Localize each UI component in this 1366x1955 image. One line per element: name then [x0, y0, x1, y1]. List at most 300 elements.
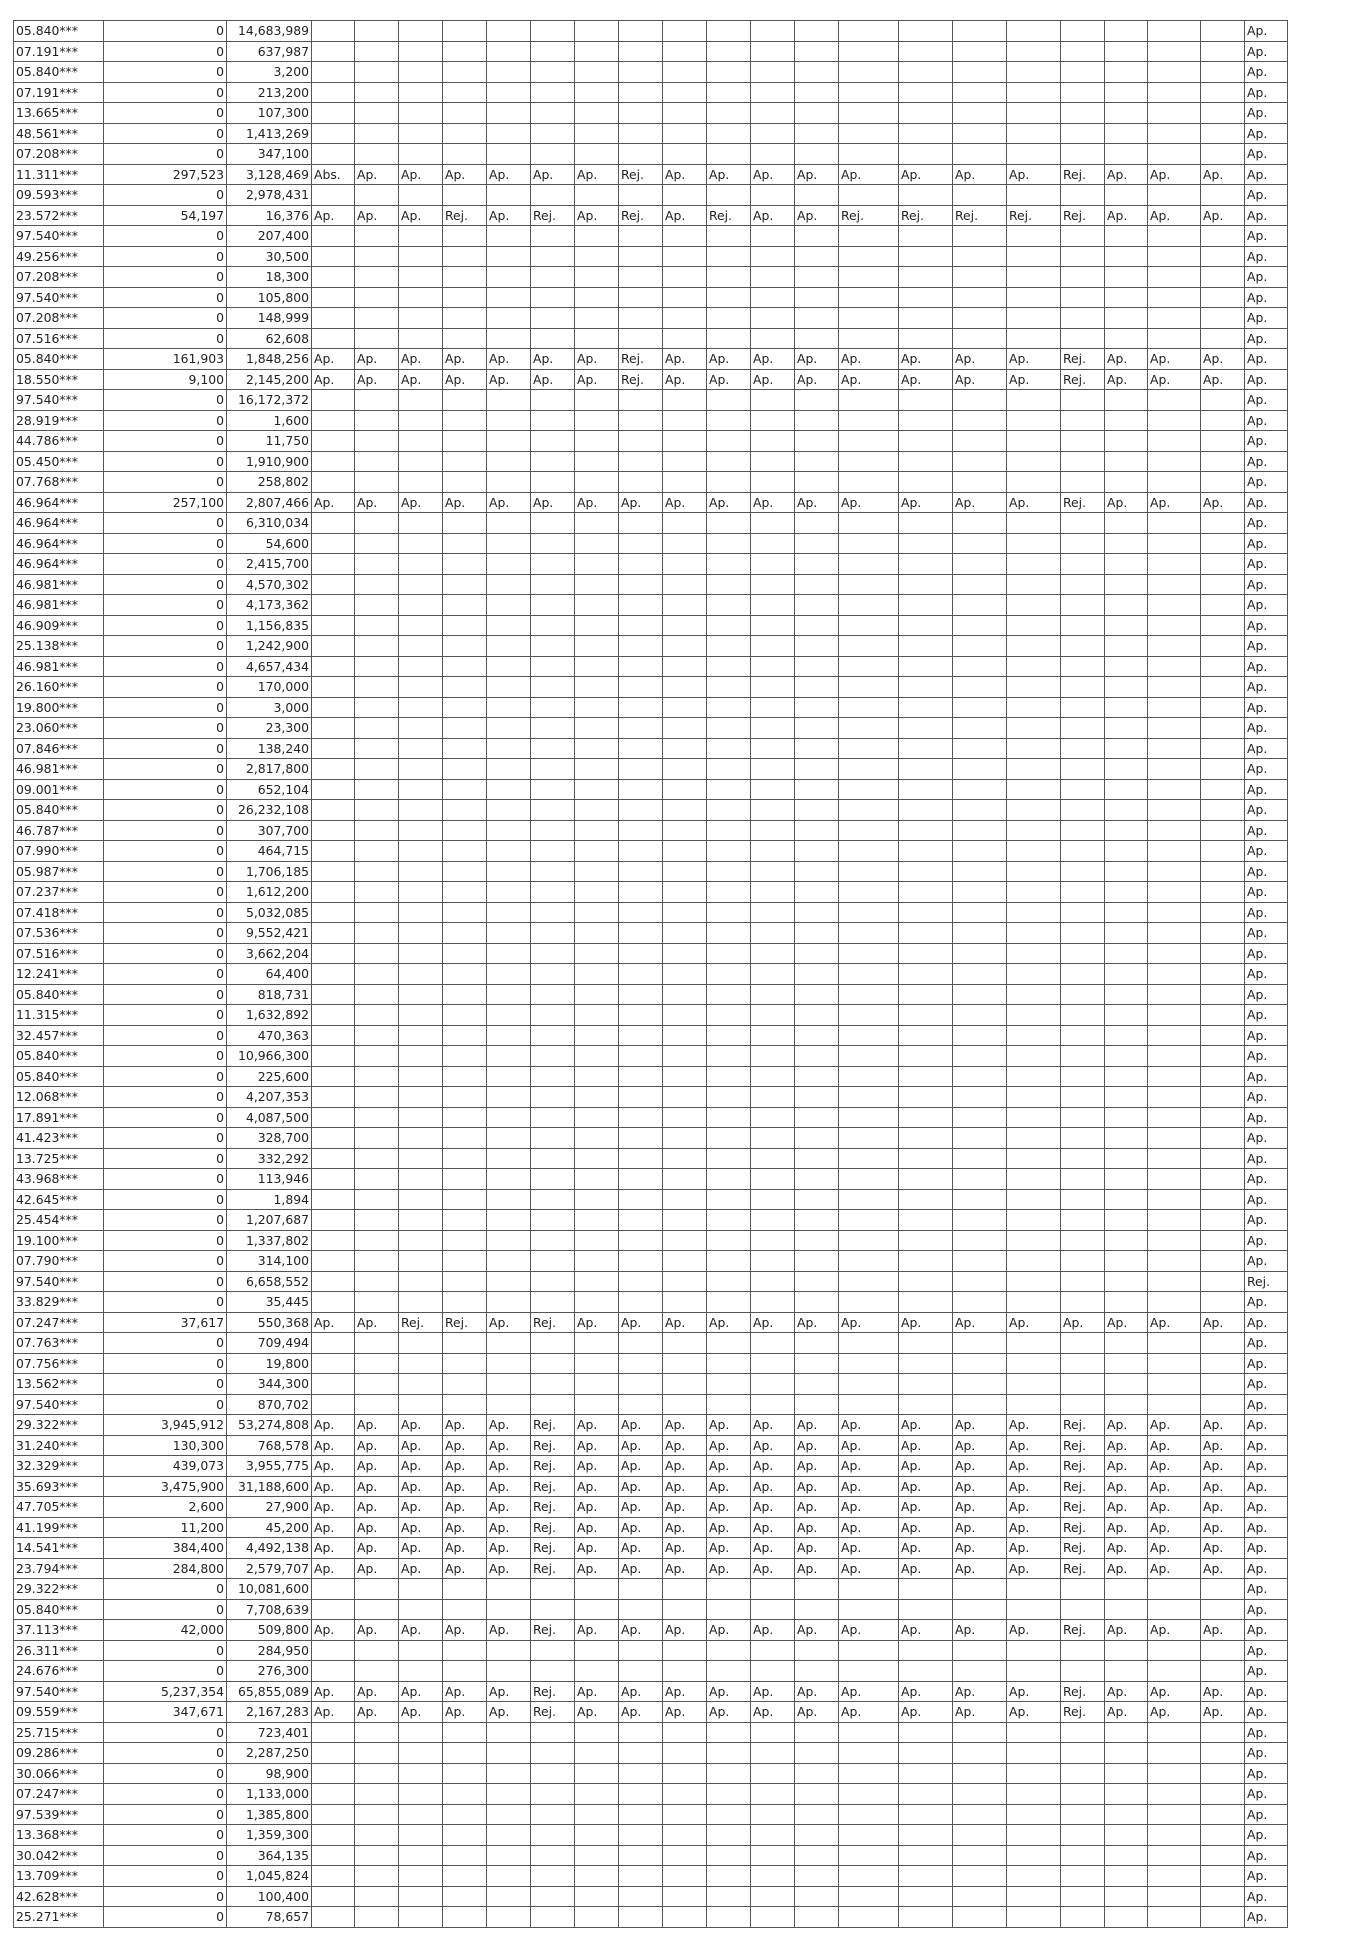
total-cell: 10,966,300	[227, 1046, 312, 1067]
vote-cell	[751, 1579, 795, 1600]
vote-cell	[575, 697, 619, 718]
vote-cell	[899, 1743, 953, 1764]
vote-cell: Ap.	[1148, 1497, 1201, 1518]
vote-cell	[355, 964, 399, 985]
vote-cell	[443, 185, 487, 206]
vote-cell	[1148, 472, 1201, 493]
amount-cell: 0	[104, 1353, 227, 1374]
vote-cell	[663, 451, 707, 472]
vote-cell	[1061, 472, 1105, 493]
vote-cell: Ap.	[1245, 472, 1288, 493]
vote-cell	[839, 1210, 899, 1231]
vote-cell	[707, 1169, 751, 1190]
vote-cell	[1201, 923, 1245, 944]
vote-cell	[619, 1661, 663, 1682]
vote-cell	[399, 472, 443, 493]
vote-cell	[575, 1189, 619, 1210]
vote-cell: Ap.	[487, 1415, 531, 1436]
vote-cell	[312, 1845, 355, 1866]
vote-cell	[399, 328, 443, 349]
vote-cell: Rej.	[531, 1558, 575, 1579]
vote-cell	[899, 779, 953, 800]
vote-cell	[899, 1866, 953, 1887]
table-row	[14, 1415, 1288, 1436]
vote-cell	[399, 123, 443, 144]
vote-cell	[795, 41, 839, 62]
vote-cell	[707, 1230, 751, 1251]
total-cell: 26,232,108	[227, 800, 312, 821]
vote-cell	[1201, 1907, 1245, 1928]
vote-cell: Ap.	[707, 1312, 751, 1333]
id-cell: 46.964***	[14, 492, 104, 513]
vote-cell	[531, 1866, 575, 1887]
vote-cell	[839, 1251, 899, 1272]
vote-cell	[953, 1025, 1007, 1046]
vote-cell	[751, 144, 795, 165]
vote-cell	[663, 1743, 707, 1764]
vote-cell	[619, 41, 663, 62]
vote-cell	[355, 841, 399, 862]
total-cell: 637,987	[227, 41, 312, 62]
vote-cell	[575, 144, 619, 165]
vote-cell	[663, 1866, 707, 1887]
vote-cell	[795, 308, 839, 329]
total-cell: 4,657,434	[227, 656, 312, 677]
vote-cell	[663, 41, 707, 62]
vote-cell	[312, 636, 355, 657]
vote-cell	[1105, 1374, 1148, 1395]
vote-cell: Ap.	[953, 1435, 1007, 1456]
vote-cell	[1201, 1128, 1245, 1149]
vote-cell	[487, 451, 531, 472]
vote-cell	[399, 1169, 443, 1190]
vote-cell	[899, 923, 953, 944]
vote-cell	[953, 1271, 1007, 1292]
vote-cell	[575, 287, 619, 308]
vote-cell	[751, 1722, 795, 1743]
vote-cell	[487, 1825, 531, 1846]
vote-cell: Ap.	[1201, 1435, 1245, 1456]
vote-cell	[1007, 1046, 1061, 1067]
vote-cell	[312, 615, 355, 636]
vote-cell	[707, 1825, 751, 1846]
table-row	[14, 841, 1288, 862]
vote-cell	[575, 615, 619, 636]
vote-cell: Ap.	[1245, 21, 1288, 42]
vote-cell	[619, 308, 663, 329]
vote-cell	[575, 1169, 619, 1190]
id-cell: 05.450***	[14, 451, 104, 472]
vote-cell	[1201, 308, 1245, 329]
vote-cell	[531, 1599, 575, 1620]
vote-cell	[619, 328, 663, 349]
vote-cell	[619, 1005, 663, 1026]
vote-cell	[487, 656, 531, 677]
vote-cell: Ap.	[795, 1681, 839, 1702]
vote-cell	[531, 964, 575, 985]
vote-cell	[663, 185, 707, 206]
vote-cell: Ap.	[751, 1476, 795, 1497]
vote-cell	[312, 1866, 355, 1887]
vote-cell: Ap.	[1007, 1312, 1061, 1333]
vote-cell: Ap.	[663, 164, 707, 185]
amount-cell: 5,237,354	[104, 1681, 227, 1702]
vote-cell	[531, 123, 575, 144]
vote-cell	[663, 615, 707, 636]
vote-cell	[707, 451, 751, 472]
vote-cell: Ap.	[1105, 1558, 1148, 1579]
vote-cell	[663, 820, 707, 841]
vote-cell	[575, 62, 619, 83]
vote-cell: Ap.	[953, 164, 1007, 185]
vote-cell	[1105, 1640, 1148, 1661]
vote-cell: Ap.	[487, 1558, 531, 1579]
vote-cell	[312, 287, 355, 308]
vote-cell	[707, 902, 751, 923]
vote-cell	[487, 1374, 531, 1395]
vote-cell: Rej.	[531, 1538, 575, 1559]
vote-cell: Ap.	[707, 492, 751, 513]
vote-cell	[953, 1640, 1007, 1661]
vote-cell: Ap.	[1245, 226, 1288, 247]
vote-cell: Ap.	[443, 492, 487, 513]
vote-cell	[899, 144, 953, 165]
vote-cell	[1105, 1210, 1148, 1231]
vote-cell	[312, 1722, 355, 1743]
table-row	[14, 902, 1288, 923]
vote-cell: Ap.	[899, 1702, 953, 1723]
vote-cell	[953, 1087, 1007, 1108]
vote-cell	[443, 62, 487, 83]
vote-cell	[1148, 1292, 1201, 1313]
vote-cell	[795, 1784, 839, 1805]
vote-cell: Ap.	[399, 1415, 443, 1436]
vote-cell: Ap.	[707, 164, 751, 185]
vote-cell	[663, 902, 707, 923]
vote-cell	[1105, 103, 1148, 124]
vote-cell: Ap.	[751, 1620, 795, 1641]
vote-cell	[1105, 1025, 1148, 1046]
vote-cell: Ap.	[839, 1558, 899, 1579]
vote-cell	[1148, 554, 1201, 575]
vote-cell	[663, 62, 707, 83]
vote-cell	[1007, 1271, 1061, 1292]
vote-cell	[751, 123, 795, 144]
vote-cell	[1105, 841, 1148, 862]
vote-cell: Ap.	[355, 1620, 399, 1641]
vote-cell	[443, 1394, 487, 1415]
vote-cell: Ap.	[1245, 533, 1288, 554]
table-row	[14, 533, 1288, 554]
vote-cell	[619, 1804, 663, 1825]
vote-cell	[707, 21, 751, 42]
vote-cell	[399, 923, 443, 944]
amount-cell: 0	[104, 1169, 227, 1190]
id-cell: 07.756***	[14, 1353, 104, 1374]
vote-cell: Ap.	[899, 1476, 953, 1497]
table-row	[14, 410, 1288, 431]
vote-cell: Rej.	[839, 205, 899, 226]
vote-cell	[443, 308, 487, 329]
vote-cell	[953, 1292, 1007, 1313]
vote-cell	[619, 902, 663, 923]
vote-cell: Rej.	[1061, 1538, 1105, 1559]
vote-cell	[1061, 328, 1105, 349]
vote-cell	[1201, 1107, 1245, 1128]
vote-cell	[795, 1292, 839, 1313]
vote-cell	[953, 390, 1007, 411]
vote-cell	[1061, 1107, 1105, 1128]
vote-cell	[531, 1353, 575, 1374]
vote-cell	[575, 390, 619, 411]
vote-cell: Ap.	[953, 1476, 1007, 1497]
vote-cell	[1105, 431, 1148, 452]
id-cell: 11.311***	[14, 164, 104, 185]
vote-cell	[531, 574, 575, 595]
vote-cell	[575, 1251, 619, 1272]
id-cell: 05.987***	[14, 861, 104, 882]
vote-cell: Ap.	[575, 1681, 619, 1702]
vote-cell	[953, 574, 1007, 595]
vote-cell: Ap.	[1245, 1743, 1288, 1764]
total-cell: 6,658,552	[227, 1271, 312, 1292]
vote-cell: Rej.	[1061, 205, 1105, 226]
total-cell: 870,702	[227, 1394, 312, 1415]
vote-cell: Ap.	[1245, 636, 1288, 657]
vote-cell	[619, 1394, 663, 1415]
id-cell: 23.060***	[14, 718, 104, 739]
vote-cell	[795, 1066, 839, 1087]
vote-cell: Ap.	[1245, 1394, 1288, 1415]
amount-cell: 0	[104, 1845, 227, 1866]
vote-cell	[1201, 226, 1245, 247]
vote-cell	[663, 1353, 707, 1374]
vote-cell: Ap.	[899, 1456, 953, 1477]
vote-cell	[1148, 533, 1201, 554]
vote-cell	[1201, 1599, 1245, 1620]
table-row	[14, 820, 1288, 841]
vote-cell	[531, 1148, 575, 1169]
vote-cell: Ap.	[795, 492, 839, 513]
vote-cell	[1148, 800, 1201, 821]
vote-cell: Ap.	[487, 1497, 531, 1518]
vote-cell	[707, 964, 751, 985]
vote-cell	[487, 738, 531, 759]
vote-cell	[355, 1107, 399, 1128]
total-cell: 723,401	[227, 1722, 312, 1743]
vote-cell: Rej.	[1061, 492, 1105, 513]
vote-cell	[1007, 636, 1061, 657]
vote-cell	[795, 1394, 839, 1415]
vote-cell	[443, 615, 487, 636]
vote-cell	[1007, 861, 1061, 882]
vote-cell	[1105, 943, 1148, 964]
vote-cell	[1061, 513, 1105, 534]
vote-cell: Ap.	[399, 349, 443, 370]
vote-cell	[531, 1087, 575, 1108]
vote-cell	[312, 144, 355, 165]
id-cell: 46.981***	[14, 759, 104, 780]
vote-cell	[1201, 246, 1245, 267]
vote-cell	[619, 1722, 663, 1743]
vote-cell	[795, 1640, 839, 1661]
vote-cell	[312, 1374, 355, 1395]
vote-cell	[1201, 1292, 1245, 1313]
vote-cell	[751, 1333, 795, 1354]
vote-cell: Ap.	[1245, 964, 1288, 985]
vote-cell: Ap.	[795, 164, 839, 185]
vote-cell	[399, 144, 443, 165]
vote-cell	[1201, 1066, 1245, 1087]
amount-cell: 0	[104, 1640, 227, 1661]
vote-cell	[1148, 902, 1201, 923]
id-cell: 46.909***	[14, 615, 104, 636]
vote-cell	[443, 1292, 487, 1313]
vote-cell: Ap.	[1201, 349, 1245, 370]
vote-cell	[487, 718, 531, 739]
vote-cell: Ap.	[1245, 1784, 1288, 1805]
vote-cell: Ap.	[953, 1620, 1007, 1641]
id-cell: 35.693***	[14, 1476, 104, 1497]
vote-cell	[751, 1169, 795, 1190]
vote-cell: Ap.	[355, 1476, 399, 1497]
vote-cell: Ap.	[1201, 1476, 1245, 1497]
vote-cell	[707, 226, 751, 247]
vote-cell	[839, 62, 899, 83]
vote-cell: Ap.	[1105, 349, 1148, 370]
vote-cell: Ap.	[839, 1415, 899, 1436]
vote-cell: Ap.	[751, 349, 795, 370]
vote-cell	[399, 964, 443, 985]
vote-cell	[899, 1763, 953, 1784]
vote-cell: Ap.	[1105, 1456, 1148, 1477]
amount-cell: 0	[104, 1722, 227, 1743]
total-cell: 35,445	[227, 1292, 312, 1313]
vote-cell	[953, 1579, 1007, 1600]
vote-cell	[1201, 1087, 1245, 1108]
vote-cell	[663, 1148, 707, 1169]
vote-cell	[953, 738, 1007, 759]
vote-cell	[1105, 718, 1148, 739]
vote-cell	[1105, 738, 1148, 759]
vote-cell: Ap.	[663, 1415, 707, 1436]
vote-cell	[399, 1107, 443, 1128]
table-row	[14, 492, 1288, 513]
vote-cell	[1007, 328, 1061, 349]
vote-cell	[663, 574, 707, 595]
vote-cell	[899, 328, 953, 349]
id-cell: 28.919***	[14, 410, 104, 431]
vote-cell	[953, 697, 1007, 718]
vote-cell	[1148, 287, 1201, 308]
vote-cell: Ap.	[1245, 41, 1288, 62]
vote-cell: Ap.	[1245, 554, 1288, 575]
vote-cell	[953, 1722, 1007, 1743]
vote-cell: Ap.	[707, 369, 751, 390]
amount-cell: 0	[104, 554, 227, 575]
vote-cell	[839, 1292, 899, 1313]
vote-cell	[663, 718, 707, 739]
vote-cell	[751, 533, 795, 554]
total-cell: 1,242,900	[227, 636, 312, 657]
vote-cell	[1007, 800, 1061, 821]
amount-cell: 0	[104, 718, 227, 739]
vote-cell	[707, 1353, 751, 1374]
total-cell: 2,978,431	[227, 185, 312, 206]
vote-cell	[751, 1210, 795, 1231]
vote-cell	[839, 656, 899, 677]
vote-cell	[619, 226, 663, 247]
id-cell: 07.516***	[14, 943, 104, 964]
vote-cell	[707, 1886, 751, 1907]
vote-cell: Ap.	[1201, 1702, 1245, 1723]
vote-cell	[1201, 1866, 1245, 1887]
vote-cell	[443, 21, 487, 42]
total-cell: 11,750	[227, 431, 312, 452]
id-cell: 07.247***	[14, 1312, 104, 1333]
vote-cell: Ap.	[663, 1497, 707, 1518]
vote-cell: Ap.	[1148, 492, 1201, 513]
vote-cell: Ap.	[1007, 1415, 1061, 1436]
vote-cell	[795, 1353, 839, 1374]
vote-cell	[399, 1025, 443, 1046]
amount-cell: 0	[104, 923, 227, 944]
vote-cell	[953, 1251, 1007, 1272]
vote-cell	[1148, 1128, 1201, 1149]
vote-cell	[953, 62, 1007, 83]
vote-cell: Ap.	[1007, 1517, 1061, 1538]
table-row	[14, 226, 1288, 247]
vote-cell	[899, 841, 953, 862]
vote-cell: Ap.	[1201, 164, 1245, 185]
vote-cell	[839, 226, 899, 247]
id-cell: 44.786***	[14, 431, 104, 452]
vote-cell: Ap.	[1007, 1538, 1061, 1559]
vote-cell	[953, 677, 1007, 698]
vote-cell: Rej.	[1007, 205, 1061, 226]
vote-cell	[1007, 62, 1061, 83]
vote-cell	[487, 1087, 531, 1108]
vote-cell	[355, 718, 399, 739]
table-row	[14, 779, 1288, 800]
vote-cell	[1061, 1784, 1105, 1805]
vote-cell	[399, 21, 443, 42]
vote-cell	[619, 1169, 663, 1190]
vote-cell	[1105, 472, 1148, 493]
vote-cell: Ap.	[355, 1415, 399, 1436]
vote-cell	[399, 943, 443, 964]
vote-cell	[487, 595, 531, 616]
vote-cell	[899, 1189, 953, 1210]
vote-cell	[751, 759, 795, 780]
vote-cell	[399, 1640, 443, 1661]
id-cell: 97.540***	[14, 390, 104, 411]
vote-cell	[1061, 267, 1105, 288]
vote-cell: Rej.	[399, 1312, 443, 1333]
vote-cell	[1148, 246, 1201, 267]
vote-cell	[663, 328, 707, 349]
vote-cell: Ap.	[443, 164, 487, 185]
vote-cell: Ap.	[312, 205, 355, 226]
vote-cell	[487, 677, 531, 698]
vote-cell: Ap.	[1245, 82, 1288, 103]
total-cell: 464,715	[227, 841, 312, 862]
total-cell: 364,135	[227, 1845, 312, 1866]
total-cell: 3,128,469	[227, 164, 312, 185]
vote-cell: Ap.	[795, 1312, 839, 1333]
vote-cell	[619, 1866, 663, 1887]
vote-cell: Ap.	[443, 1435, 487, 1456]
